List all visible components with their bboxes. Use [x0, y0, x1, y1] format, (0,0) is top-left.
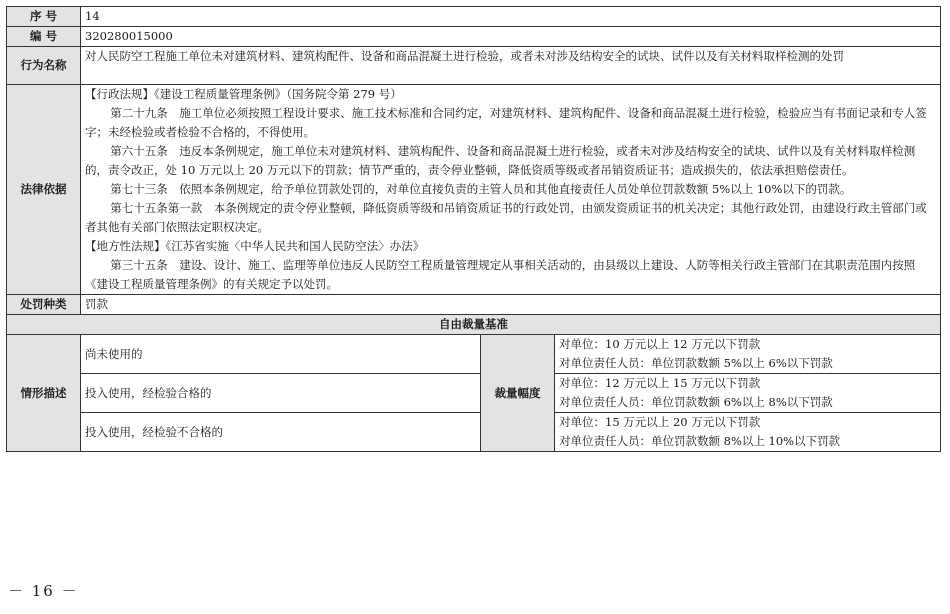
row-seq	[7, 7, 941, 27]
range-unit: 对单位：10 万元以上 12 万元以下罚款	[559, 337, 761, 351]
range-person: 对单位责任人员：单位罚款数额 8%以上 10%以下罚款	[559, 434, 841, 448]
behavior-label: 行为名称	[7, 47, 81, 85]
row-penalty-type	[7, 295, 941, 315]
situation-cell: 尚未使用的	[81, 335, 481, 374]
situation-cell: 投入使用，经检验不合格的	[81, 413, 481, 452]
discretion-row	[7, 335, 941, 374]
range-cell	[555, 413, 941, 452]
discretion-row	[7, 413, 941, 452]
range-cell	[555, 335, 941, 374]
code-value: 320280015000	[81, 27, 941, 47]
discretion-row	[7, 374, 941, 413]
legal-paragraph: 第七十五条第一款 本条例规定的责令停业整顿，降低资质等级和吊销资质证书的行政处罚，由颁发资质证书的机关决定；其他行政处罚，由建设行政主管部门或者其他有关部门依照法定职权决定。	[85, 201, 927, 234]
legal-paragraph: 第三十五条 建设、设计、施工、监理等单位违反人民防空工程质量管理规定从事相关活动的，由县级以上建设、人防等相关行政主管部门在其职责范围内按照《建设工程质量管理条例》的有关规定予以处罚。	[85, 258, 916, 291]
seq-value: 14	[81, 7, 941, 27]
legal-content	[81, 85, 941, 295]
behavior-value: 对人民防空工程施工单位未对建筑材料、建筑构配件、设备和商品混凝土进行检验，或者未对涉及结构安全的试块、试件以及有关材料取样检测的处罚	[81, 47, 941, 85]
situation-cell: 投入使用，经检验合格的	[81, 374, 481, 413]
legal-paragraph: 第六十五条 违反本条例规定，施工单位未对建筑材料、建筑构配件、设备和商品混凝土进行检验，或者未对涉及结构安全的试块、试件以及有关材料取样检测的，责令改正，处 10 万元以上 20 万元以下的罚款；情节严重的，责令停业整顿，降低资质等级或者吊销资质证书；造成损失的，依法承担赔偿责任。	[85, 144, 916, 177]
range-person: 对单位责任人员：单位罚款数额 6%以上 8%以下罚款	[559, 395, 833, 409]
seq-label: 序 号	[7, 7, 81, 27]
situation-label: 情形描述	[7, 335, 81, 452]
legal-paragraph: 第七十三条 依照本条例规定，给予单位罚款处罚的，对单位直接负责的主管人员和其他直接责任人员处单位罚款数额 5%以上 10%以下的罚款。	[110, 182, 852, 196]
range-label: 裁量幅度	[481, 335, 555, 452]
legal-paragraph: 第二十九条 施工单位必须按照工程设计要求、施工技术标准和合同约定，对建筑材料、建筑构配件、设备和商品混凝土进行检验，检验应当有书面记录和专人签字；未经检验或者检验不合格的，不得使用。	[85, 106, 927, 139]
row-code	[7, 27, 941, 47]
row-legal-basis	[7, 85, 941, 295]
legal-label: 法律依据	[7, 85, 81, 295]
row-discretion-title	[7, 315, 941, 335]
range-person: 对单位责任人员：单位罚款数额 5%以上 6%以下罚款	[559, 356, 833, 370]
range-cell	[555, 374, 941, 413]
legal-paragraph: 【行政法规】《建设工程质量管理条例》（国务院令第 279 号）	[85, 87, 402, 101]
legal-paragraph: 【地方性法规】《江苏省实施〈中华人民共和国人民防空法〉办法》	[85, 239, 425, 253]
code-label: 编 号	[7, 27, 81, 47]
page-number: － 16 －	[8, 582, 79, 600]
discretion-title: 自由裁量基准	[7, 315, 941, 335]
penalty-type-value: 罚款	[81, 295, 941, 315]
row-behavior	[7, 47, 941, 85]
range-unit: 对单位：15 万元以上 20 万元以下罚款	[559, 415, 761, 429]
penalty-type-label: 处罚种类	[7, 295, 81, 315]
penalty-table	[6, 6, 941, 452]
range-unit: 对单位：12 万元以上 15 万元以下罚款	[559, 376, 761, 390]
